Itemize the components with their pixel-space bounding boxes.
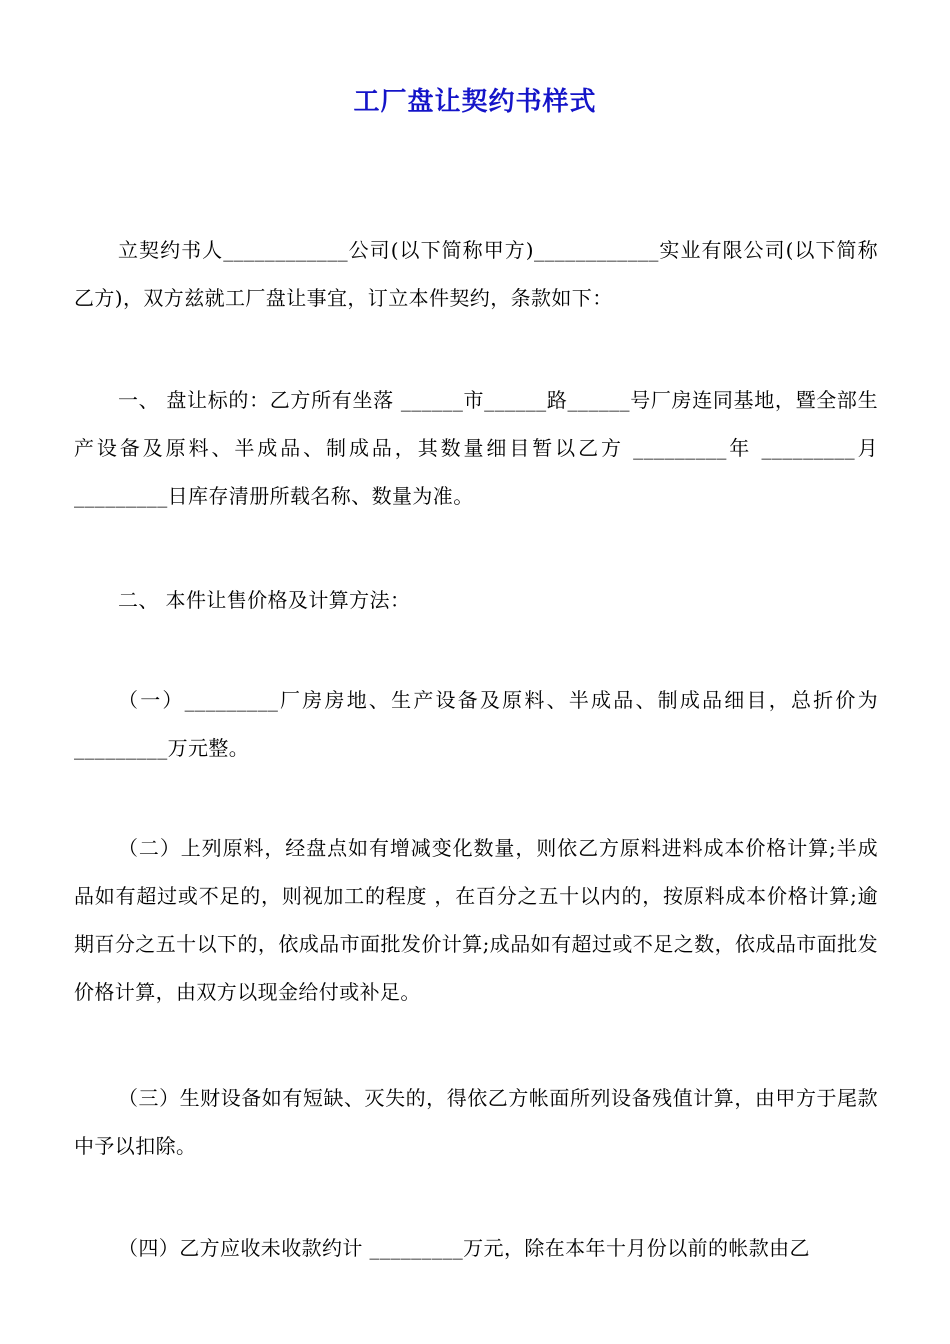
paragraph-sub-three: （三）生财设备如有短缺、灭失的，得依乙方帐面所列设备残值计算，由甲方于尾款中予以扣除。	[74, 1086, 878, 1158]
paragraph-sub-two: （二）上列原料，经盘点如有增减变化数量，则依乙方原料进料成本价格计算;半成品如有超过或不足的，则视加工的程度 ，在百分之五十以内的，按原料成本价格计算;逾期百分之五十以下的，依成品市面批发价计算;成品如有超过或不足之数，依成品市面批发价格计算，由双方以现金给付或补足。	[74, 836, 878, 1004]
paragraph-item-two: 二、 本件让售价格及计算方法：	[118, 588, 411, 612]
paragraph-sub-four: （四）乙方应收未收款约计 _________万元，除在本年十月份以前的帐款由乙	[118, 1236, 810, 1260]
paragraph-item-one: 一、 盘让标的：乙方所有坐落 ______市______路______号厂房连同基地，暨全部生产设备及原料、半成品、制成品，其数量细目暂以乙方 _________年 _________月 _________日库存清册所载名称、数量为准。	[74, 388, 878, 508]
document-title: 工厂盘让契约书样式	[353, 87, 597, 117]
paragraph-sub-one: （一）_________厂房房地、生产设备及原料、半成品、制成品细目，总折价为_________万元整。	[74, 688, 878, 760]
paragraph-intro: 立契约书人____________公司(以下简称甲方)____________实业有限公司(以下简称乙方)，双方兹就工厂盘让事宜，订立本件契约，条款如下：	[74, 238, 878, 310]
